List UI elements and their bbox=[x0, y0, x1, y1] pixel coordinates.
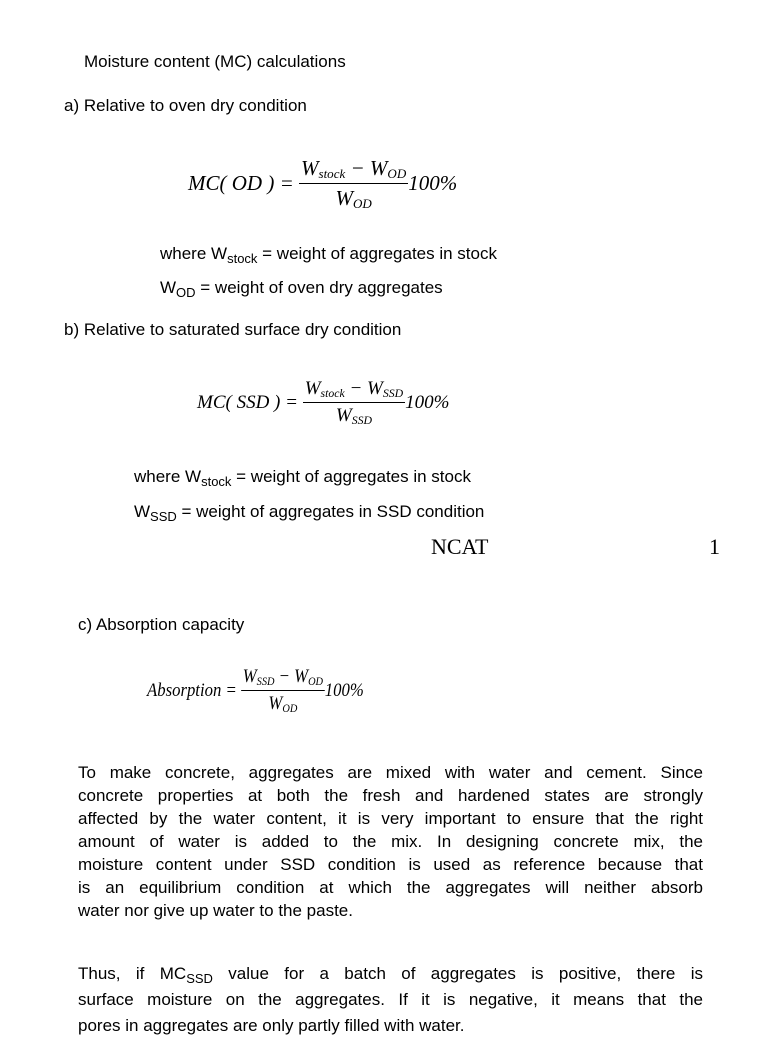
where-stock-definition-a: where $W_{stock}$ = weight of aggregates in stock bbox=[160, 244, 497, 266]
where-stock-definition-b: where $W_{stock}$ = weight of aggregates in stock bbox=[134, 467, 471, 489]
mc-ssd-paragraph: Thus, if $MC_{SSD}$ value for a batch of aggregates is positive, there is surface moisture on the aggregates. If it is negative, it means that the pores in aggregates are only partly filled with water. bbox=[78, 964, 703, 1035]
section-c-title: c) Absorption capacity bbox=[78, 615, 245, 634]
od-definition: $W_{OD}$ = weight of oven dry aggregates bbox=[160, 278, 443, 300]
concrete-paragraph: To make concrete, aggregates are mixed with water and cement. Since concrete properties at both the fresh and hardened states are strongly affected by the water content, it is very important to ensure that the right amount of water is added to the mix. In designing concrete mix, the moisture content under SSD condition is used as reference because that is an equilibrium condition at which the aggregates will neither absorb water nor give up water to the paste. bbox=[78, 763, 703, 920]
formula-mc-ssd: MC( SSD ) = $\frac{\text{Wstock − WSSD}}{\text{WSSD}}$ 100% bbox=[197, 378, 450, 427]
page-heading: Moisture content (MC) calculations bbox=[84, 52, 346, 71]
ssd-definition: $W_{SSD}$ = weight of aggregates in SSD condition bbox=[134, 502, 485, 524]
footer-page-number: 1 bbox=[709, 534, 720, 559]
formula-mc-od: MC( OD ) = $\frac{\text{Wstock − WOD}}{\text{WOD}}$ 100% bbox=[188, 156, 458, 211]
formula-absorption: Absorption = $\frac{\text{WSSD − WOD}}{\text{WOD}}$ 100% bbox=[147, 666, 364, 715]
section-b-title: b) Relative to saturated surface dry condition bbox=[64, 320, 402, 339]
footer-org: NCAT bbox=[431, 534, 489, 559]
section-a-title: a) Relative to oven dry condition bbox=[64, 96, 307, 115]
